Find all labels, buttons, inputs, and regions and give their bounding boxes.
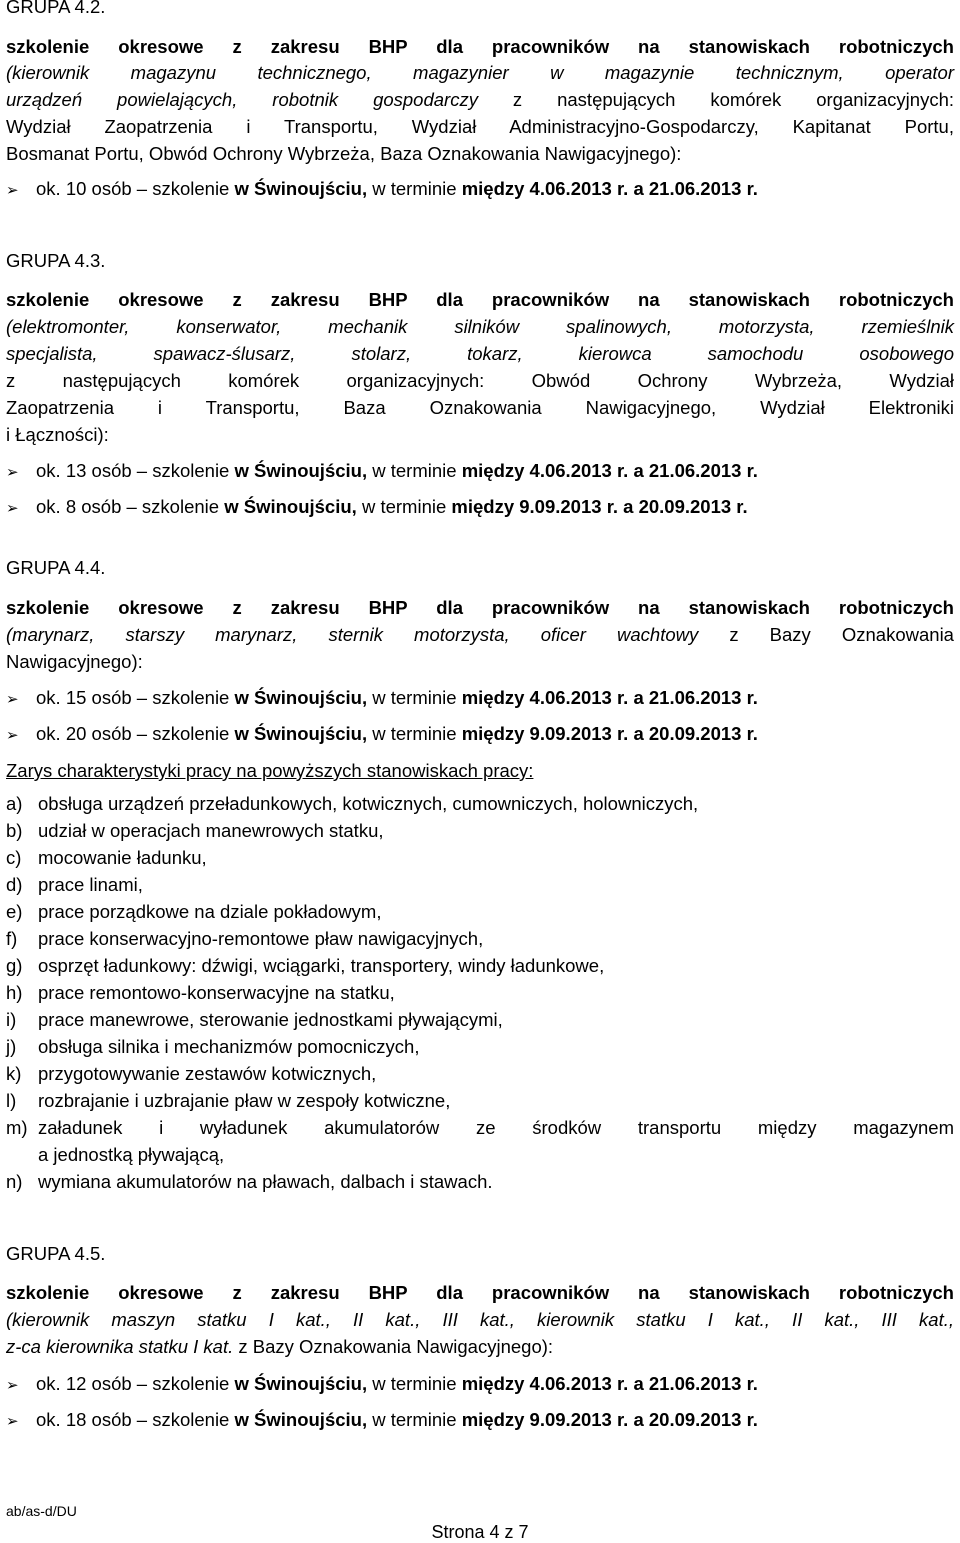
training-bullet bbox=[6, 1409, 758, 1433]
list-item-text: prace remontowo-konserwacyjne na statku, bbox=[38, 982, 395, 1003]
list-item bbox=[6, 1063, 376, 1085]
group-title: szkolenie okresowe z zakresu BHP dla pracowników na stanowiskach robotniczych bbox=[6, 597, 954, 618]
list-item-label: b) bbox=[6, 820, 23, 841]
list-item-text: załadunek i wyładunek akumulatorów ze środków transportu między magazynem bbox=[38, 1117, 954, 1138]
list-item-text: przygotowywanie zestawów kotwicznych, bbox=[38, 1063, 377, 1084]
list-item-text: wymiana akumulatorów na pławach, dalbach i stawach. bbox=[38, 1171, 493, 1192]
list-item bbox=[6, 1036, 419, 1058]
list-item-text: obsługa urządzeń przeładunkowych, kotwicznych, cumowniczych, holowniczych, bbox=[38, 793, 699, 814]
list-item-label: c) bbox=[6, 847, 22, 868]
group-heading: GRUPA 4.4. bbox=[6, 557, 106, 578]
list-item-text: prace konserwacyjno-remontowe pław nawigacyjnych, bbox=[38, 928, 484, 949]
bullet-dates: między 9.09.2013 r. a 20.09.2013 r. bbox=[451, 496, 748, 517]
list-item bbox=[6, 1009, 503, 1031]
bullet-dates: między 4.06.2013 r. a 21.06.2013 r. bbox=[461, 460, 758, 481]
group-desc-line: Wydział Zaopatrzenia i Transportu, Wydział Administracyjno-Gospodarczy, Kapitanat Portu, bbox=[6, 116, 954, 137]
group-title: szkolenie okresowe z zakresu BHP dla pracowników na stanowiskach robotniczych bbox=[6, 36, 954, 57]
bullet-text: ok. 15 osób – szkolenie bbox=[36, 687, 235, 708]
group-desc-line: (elektromonter, konserwator, mechanik silników spalinowych, motorzysta, rzemieślnik bbox=[6, 316, 954, 337]
list-item-label: d) bbox=[6, 874, 23, 895]
group-desc-italic: z-ca kierownika statku I kat. bbox=[6, 1336, 234, 1357]
arrow-bullet-icon: ➢ bbox=[6, 182, 19, 199]
group-desc-line: z następujących komórek organizacyjnych: Obwód Ochrony Wybrzeża, Wydział bbox=[6, 370, 954, 391]
training-bullet bbox=[6, 496, 748, 520]
list-item-text: prace porządkowe na dziale pokładowym, bbox=[38, 901, 382, 922]
group-title: szkolenie okresowe z zakresu BHP dla pracowników na stanowiskach robotniczych bbox=[6, 1282, 954, 1303]
list-item-text: prace linami, bbox=[38, 874, 143, 895]
group-desc-line bbox=[6, 624, 954, 646]
bullet-text: w terminie bbox=[367, 1373, 462, 1394]
list-item-label: a) bbox=[6, 793, 23, 814]
list-item-label: h) bbox=[6, 982, 23, 1003]
list-item bbox=[6, 1144, 224, 1166]
group-desc-line: i Łączności): bbox=[6, 424, 109, 445]
list-item-label: m) bbox=[6, 1117, 28, 1138]
bullet-dates: między 4.06.2013 r. a 21.06.2013 r. bbox=[461, 687, 758, 708]
group-desc-text: z Bazy Oznakowania bbox=[698, 624, 954, 645]
list-item-text: udział w operacjach manewrowych statku, bbox=[38, 820, 384, 841]
group-heading: GRUPA 4.2. bbox=[6, 0, 106, 17]
bullet-place: w Świnoujściu, bbox=[224, 496, 357, 517]
bullet-place: w Świnoujściu, bbox=[234, 1409, 368, 1430]
bullet-text: w terminie bbox=[367, 460, 462, 481]
arrow-bullet-icon: ➢ bbox=[6, 500, 19, 517]
list-item-text: a jednostką pływającą, bbox=[38, 1144, 225, 1165]
group-desc-line: (kierownik maszyn statku I kat., II kat., III kat., kierownik statku I kat., II kat., III kat., bbox=[6, 1309, 954, 1330]
group-desc-line: Bosmanat Portu, Obwód Ochrony Wybrzeża, Baza Oznakowania Nawigacyjnego): bbox=[6, 143, 682, 164]
group-desc-italic: (marynarz, starszy marynarz, sternik motorzysta, oficer wachtowy bbox=[6, 624, 699, 645]
arrow-bullet-icon: ➢ bbox=[6, 727, 19, 744]
document-code: ab/as-d/DU bbox=[6, 1503, 77, 1519]
arrow-bullet-icon: ➢ bbox=[6, 1413, 19, 1430]
bullet-dates: między 4.06.2013 r. a 21.06.2013 r. bbox=[461, 1373, 758, 1394]
list-item-text: prace manewrowe, sterowanie jednostkami pływającymi, bbox=[38, 1009, 503, 1030]
training-bullet bbox=[6, 687, 758, 711]
list-item bbox=[6, 982, 395, 1004]
group-desc-line: (kierownik magazynu technicznego, magazynier w magazynie technicznym, operator bbox=[6, 62, 954, 83]
bullet-text: ok. 13 osób – szkolenie bbox=[36, 460, 235, 481]
list-item bbox=[6, 874, 143, 896]
bullet-place: w Świnoujściu, bbox=[234, 687, 368, 708]
list-item bbox=[6, 820, 384, 842]
bullet-place: w Świnoujściu, bbox=[234, 1373, 368, 1394]
training-bullet bbox=[6, 723, 758, 747]
group-desc-line: specjalista, spawacz-ślusarz, stolarz, tokarz, kierowca samochodu osobowego bbox=[6, 343, 954, 364]
list-item-label: k) bbox=[6, 1063, 22, 1084]
bullet-dates: między 9.09.2013 r. a 20.09.2013 r. bbox=[461, 1409, 758, 1430]
bullet-text: ok. 18 osób – szkolenie bbox=[36, 1409, 235, 1430]
list-item-label: n) bbox=[6, 1171, 23, 1192]
list-item bbox=[6, 1117, 954, 1139]
group-desc-line: Zaopatrzenia i Transportu, Baza Oznakowania Nawigacyjnego, Wydział Elektroniki bbox=[6, 397, 954, 418]
group-desc-line bbox=[6, 1336, 954, 1358]
bullet-text: w terminie bbox=[356, 496, 452, 517]
bullet-place: w Świnoujściu, bbox=[234, 178, 368, 199]
bullet-text: w terminie bbox=[367, 1409, 462, 1430]
arrow-bullet-icon: ➢ bbox=[6, 691, 19, 708]
list-item bbox=[6, 928, 483, 950]
list-item bbox=[6, 793, 698, 815]
training-bullet bbox=[6, 460, 758, 484]
list-item-text: mocowanie ładunku, bbox=[38, 847, 207, 868]
group-desc-text: z Bazy Oznakowania Nawigacyjnego): bbox=[233, 1336, 554, 1357]
bullet-place: w Świnoujściu, bbox=[234, 723, 368, 744]
bullet-text: ok. 10 osób – szkolenie bbox=[36, 178, 235, 199]
list-item-label: f) bbox=[6, 928, 18, 949]
training-bullet bbox=[6, 1373, 758, 1397]
list-item bbox=[6, 955, 604, 977]
arrow-bullet-icon: ➢ bbox=[6, 1377, 19, 1394]
list-item-label: j) bbox=[6, 1036, 17, 1057]
training-bullet bbox=[6, 178, 758, 202]
list-item-label: g) bbox=[6, 955, 23, 976]
list-item bbox=[6, 901, 381, 923]
bullet-text: ok. 20 osób – szkolenie bbox=[36, 723, 235, 744]
section-heading: Zarys charakterystyki pracy na powyższych stanowiskach pracy: bbox=[6, 760, 534, 781]
bullet-place: w Świnoujściu, bbox=[234, 460, 368, 481]
list-item-label: e) bbox=[6, 901, 23, 922]
list-item-label: l) bbox=[6, 1090, 17, 1111]
list-item-text: osprzęt ładunkowy: dźwigi, wciągarki, transportery, windy ładunkowe, bbox=[38, 955, 605, 976]
list-item-text: obsługa silnika i mechanizmów pomocniczych, bbox=[38, 1036, 420, 1057]
group-desc-line: Nawigacyjnego): bbox=[6, 651, 143, 672]
bullet-text: w terminie bbox=[367, 687, 462, 708]
group-desc-line bbox=[6, 89, 954, 111]
list-item-label: i) bbox=[6, 1009, 17, 1030]
group-heading: GRUPA 4.5. bbox=[6, 1243, 106, 1264]
list-item bbox=[6, 1171, 493, 1193]
arrow-bullet-icon: ➢ bbox=[6, 464, 19, 481]
group-heading: GRUPA 4.3. bbox=[6, 250, 106, 271]
list-item bbox=[6, 1090, 450, 1112]
bullet-dates: między 4.06.2013 r. a 21.06.2013 r. bbox=[461, 178, 758, 199]
list-item-text: rozbrajanie i uzbrajanie pław w zespoły kotwiczne, bbox=[38, 1090, 451, 1111]
bullet-dates: między 9.09.2013 r. a 20.09.2013 r. bbox=[461, 723, 758, 744]
bullet-text: ok. 8 osób – szkolenie bbox=[36, 496, 225, 517]
group-desc-italic: urządzeń powielających, robotnik gospodarczy bbox=[6, 89, 478, 110]
list-item bbox=[6, 847, 207, 869]
bullet-text: ok. 12 osób – szkolenie bbox=[36, 1373, 235, 1394]
group-title: szkolenie okresowe z zakresu BHP dla pracowników na stanowiskach robotniczych bbox=[6, 289, 954, 310]
group-desc-text: z następujących komórek organizacyjnych: bbox=[477, 89, 954, 110]
page-number: Strona 4 z 7 bbox=[431, 1522, 529, 1542]
bullet-text: w terminie bbox=[367, 178, 462, 199]
bullet-text: w terminie bbox=[367, 723, 462, 744]
